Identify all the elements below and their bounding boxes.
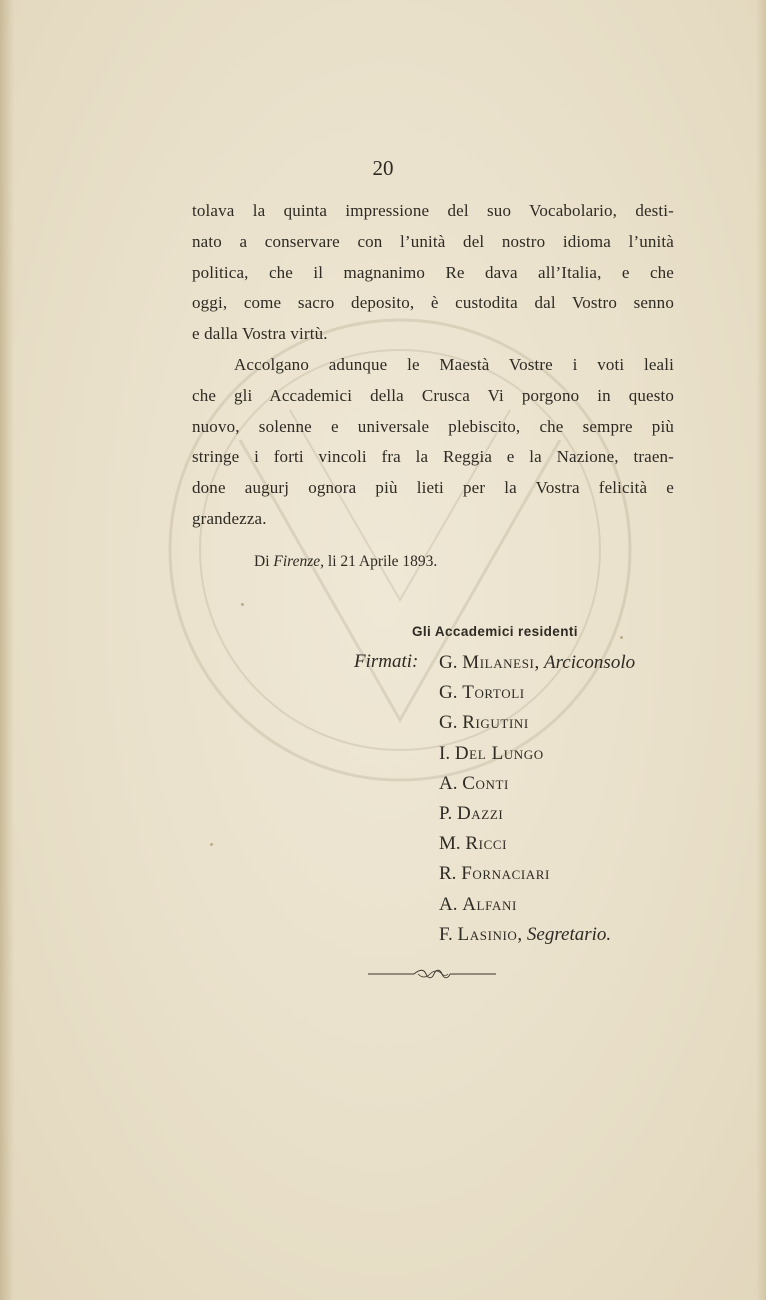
signer-initial: A. bbox=[439, 893, 458, 915]
signer-name: Tortoli bbox=[462, 682, 525, 704]
paper-speck bbox=[241, 603, 244, 606]
text-line: stringe i forti vincoli fra la Reggia e la Nazione, traen- bbox=[192, 447, 674, 467]
signer-item bbox=[439, 893, 635, 923]
signer-initial: G. bbox=[439, 682, 458, 704]
text-line: e dalla Vostra virtù. bbox=[192, 324, 328, 344]
signer-initial: A. bbox=[439, 772, 458, 794]
signer-item bbox=[439, 711, 635, 741]
text-line: grandezza. bbox=[192, 508, 267, 528]
signer-item bbox=[439, 742, 635, 772]
signer-initial: G. bbox=[439, 652, 458, 673]
ornament-divider bbox=[368, 968, 496, 980]
text-line: done augurj ognora più lieti per la Vostra felicità e bbox=[192, 478, 674, 498]
signer-item bbox=[439, 802, 635, 832]
signer-role: Arciconsolo bbox=[543, 652, 636, 673]
signer-name: Dazzi bbox=[456, 802, 504, 824]
paragraph-1 bbox=[192, 196, 674, 350]
signer-name: Alfani bbox=[462, 893, 517, 915]
signer-item bbox=[439, 772, 635, 802]
text-line: che gli Accademici della Crusca Vi porgono in questo bbox=[192, 385, 674, 405]
signer-item bbox=[439, 862, 635, 892]
text-line: Accolgano adunque le Maestà Vostre i voti leali bbox=[234, 354, 674, 374]
signer-item bbox=[439, 832, 635, 862]
signer-name: Rigutini bbox=[462, 712, 529, 734]
signer-name: Fornaciari bbox=[461, 863, 550, 885]
dateline bbox=[254, 553, 437, 571]
signers-list bbox=[439, 651, 635, 953]
signer-name: Ricci bbox=[465, 833, 508, 855]
signer-name: Milanesi bbox=[462, 652, 535, 673]
signer-item: G. Milanesi, Arciconsolo bbox=[439, 652, 636, 673]
text-line: nuovo, solenne e universale plebiscito, che sempre più bbox=[192, 416, 674, 436]
text-line: nato a conservare con l’unità del nostro idioma l’unità bbox=[192, 231, 674, 251]
text-line: politica, che il magnanimo Re dava all’Italia, e che bbox=[192, 262, 674, 282]
signer-item bbox=[439, 681, 635, 711]
page-edge-shadow-left bbox=[0, 0, 14, 1300]
page-edge-shadow-right bbox=[756, 0, 766, 1300]
body-text bbox=[192, 196, 674, 535]
text-line: oggi, come sacro deposito, è custodita dal Vostro senno bbox=[192, 293, 674, 313]
dateline-prefix: Di bbox=[254, 553, 270, 570]
signer-initial: P. bbox=[439, 802, 453, 824]
page-number: 20 bbox=[372, 156, 394, 180]
signers-header: Gli Accademici residenti bbox=[412, 624, 578, 639]
firmati-label: Firmati: bbox=[354, 651, 419, 672]
signer-initial: F. bbox=[439, 923, 453, 945]
signer-initial: R. bbox=[439, 863, 457, 885]
signer-role: Segretario. bbox=[526, 923, 612, 945]
signer-initial: M. bbox=[439, 833, 461, 855]
paragraph-2 bbox=[192, 350, 674, 535]
dateline-date: li 21 Aprile 1893. bbox=[327, 553, 438, 570]
signer-initial: G. bbox=[439, 712, 458, 734]
dateline-place: Firenze, bbox=[273, 553, 325, 570]
text-line: tolava la quinta impressione del suo Vocabolario, desti- bbox=[192, 201, 674, 220]
paper-speck bbox=[210, 843, 213, 846]
paper-speck bbox=[620, 636, 623, 639]
signer-name: Lasinio bbox=[457, 923, 518, 945]
signer-item: F. Lasinio, Segretario. bbox=[439, 923, 612, 945]
signer-name: Del Lungo bbox=[454, 742, 544, 764]
signer-initial: I. bbox=[439, 742, 451, 764]
signer-name: Conti bbox=[462, 772, 509, 794]
